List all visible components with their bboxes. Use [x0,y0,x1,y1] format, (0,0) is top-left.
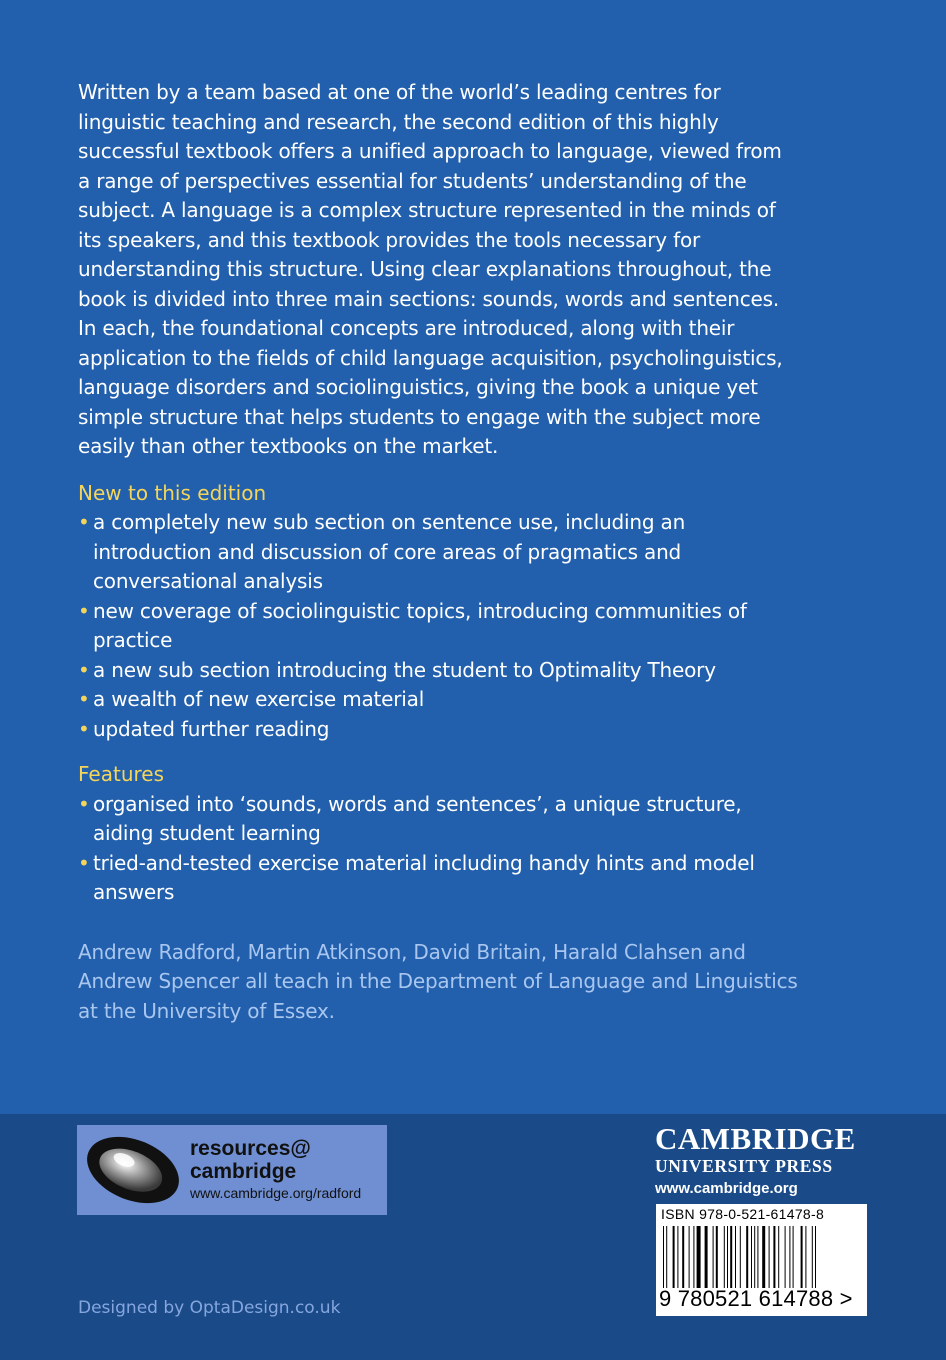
list-item: • a new sub section introducing the student to Optimality Theory [78,656,798,686]
resources-url[interactable]: www.cambridge.org/radford [190,1185,362,1201]
bullet-icon: • [78,791,90,816]
bullet-icon: • [78,598,90,623]
publisher-url[interactable]: www.cambridge.org [655,1180,798,1197]
bullet-icon: • [78,510,90,534]
list-item: • a completely new sub section on sentence use, including an introduction and discussion of core areas of pragmatics and conversational analysis [78,510,686,593]
new-edition-heading: New to this edition [78,480,267,505]
barcode [656,1204,867,1316]
list-item: • updated further reading [78,715,798,745]
bullet-icon: • [78,716,90,741]
cover-text [78,78,798,1026]
resources-label-cambridge: cambridge [190,1160,297,1183]
features-list [78,790,798,908]
footer-band [0,1114,946,1360]
list-item: • a wealth of new exercise material [78,685,798,715]
resources-label: resources@ [190,1137,311,1160]
author-bio: Andrew Radford, Martin Atkinson, David Britain, Harald Clahsen and Andrew Spencer all teach in the Department of Language and Linguistics at the University of Essex. [78,939,798,1023]
designer-credit: Designed by OptaDesign.co.uk [78,1298,341,1318]
new-edition-list [78,508,798,744]
bullet-icon: • [78,687,90,711]
list-item: • new coverage of sociolinguistic topics, introducing communities of practice [78,598,747,652]
resources-logo-icon [81,1131,185,1209]
features-heading: Features [78,762,164,786]
list-item: • tried-and-tested exercise material including handy hints and model answers [78,850,755,904]
list-item: • organised into ‘sounds, words and sentences’, a unique structure, aiding student learning [78,791,742,845]
bullet-icon: • [78,657,90,682]
bullet-icon: • [78,850,90,875]
publisher-name: CAMBRIDGE [655,1121,856,1156]
publisher-logo [655,1122,870,1197]
resources-badge[interactable] [77,1125,387,1215]
barcode-digits: 9 780521 614788 > [659,1286,853,1311]
barcode-bars-icon [663,1226,860,1288]
publisher-press: UNIVERSITY PRESS [655,1156,833,1176]
isbn-label: ISBN 978-0-521-61478-8 [661,1206,825,1222]
blurb-paragraph: Written by a team based at one of the world’s leading centres for linguistic teaching and research, the second edition of this highly successful textbook offers a unified approach to language, viewed from a range of perspectives essential for students’ understanding of the subject. A language is a complex structure represented in the minds of its speakers, and this textbook provides the tools necessary for understanding this structure. Using clear explanations throughout, the book is divided into three main sections: sounds, words and sentences. In each, the foundational concepts are introduced, along with their application to the fields of child language acquisition, psycholinguistics, language disorders and sociolinguistics, giving the book a unique yet simple structure that helps students to engage with the subject more easily than other textbooks on the market. [78,80,783,458]
